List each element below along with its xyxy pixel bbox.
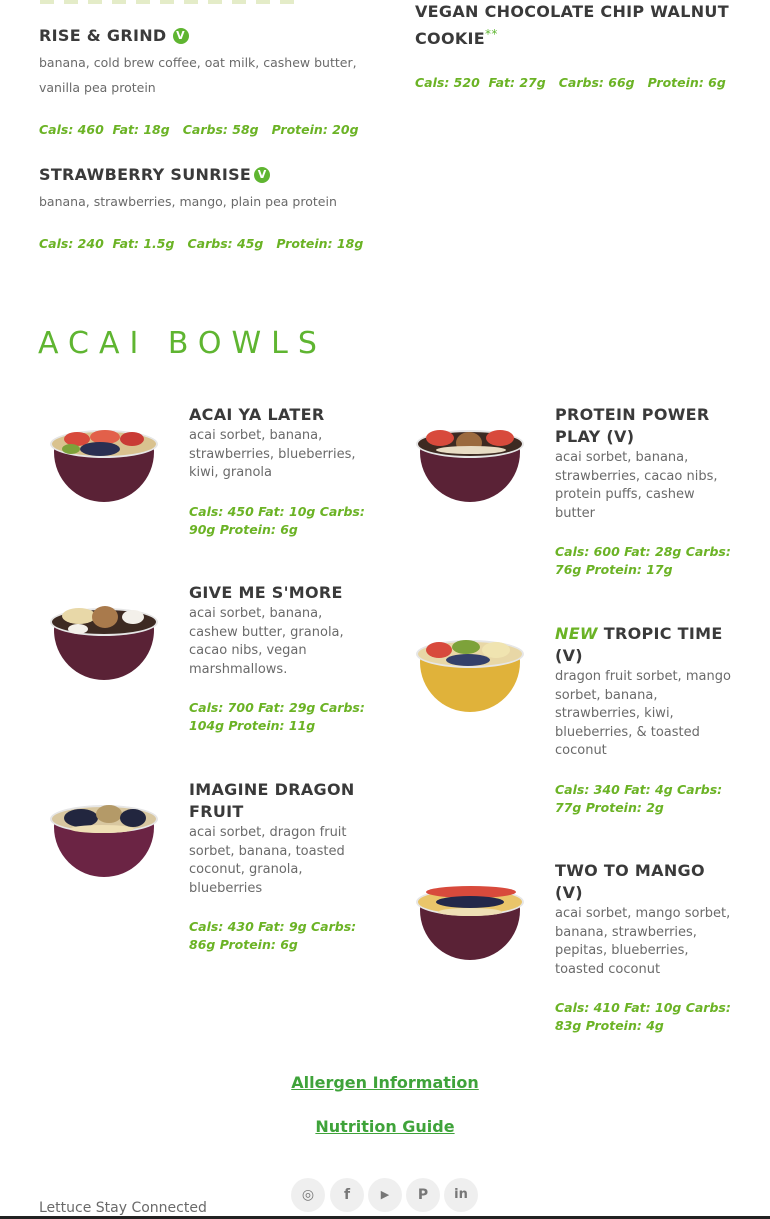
bowl-image-give-me-smore [50, 598, 158, 684]
new-badge: NEW [555, 624, 598, 643]
bowl-image-protein-power-play [416, 420, 524, 506]
linkedin-icon[interactable]: in [444, 1178, 478, 1212]
item-description: acai sorbet, banana, cashew butter, granola, cacao nibs, vegan marshmallows. [189, 606, 344, 677]
pinterest-icon[interactable]: P [406, 1178, 440, 1212]
youtube-icon[interactable]: ▶ [368, 1178, 402, 1212]
item-title: STRAWBERRY SUNRISE V [39, 164, 369, 186]
allergen-stars: ** [485, 27, 498, 41]
menu-item-rise-grind [39, 25, 369, 139]
item-title: TWO TO MANGO (V) [555, 861, 705, 902]
facebook-icon[interactable]: f [330, 1178, 364, 1212]
bowl-image-acai-ya-later [50, 420, 158, 506]
item-description: acai sorbet, banana, strawberries, cacao nibs, protein puffs, cashew butter [555, 450, 718, 521]
item-nutrition: Cals: 430 Fat: 9g Carbs: 86g Protein: 6g [189, 919, 357, 952]
item-title: RISE & GRIND V [39, 25, 369, 47]
item-description: dragon fruit sorbet, mango sorbet, banana, strawberries, kiwi, blueberries, & toasted coconut [555, 669, 731, 758]
item-description: banana, strawberries, mango, plain pea protein [39, 194, 337, 209]
item-nutrition: Cals: 600 Fat: 28g Carbs: 76g Protein: 17g [555, 544, 731, 577]
item-nutrition: Cals: 520 Fat: 27g Carbs: 66g Protein: 6g [415, 75, 726, 90]
item-description: acai sorbet, banana, strawberries, blueberries, kiwi, granola [189, 428, 356, 480]
item-nutrition: Cals: 460 Fat: 18g Carbs: 58g Protein: 20g [39, 122, 359, 137]
item-title: PROTEIN POWER PLAY (V) [555, 405, 710, 446]
item-nutrition: Cals: 700 Fat: 29g Carbs: 104g Protein: 11g [189, 700, 365, 733]
allergen-information-link[interactable]: Allergen Information [291, 1073, 479, 1092]
item-title: IMAGINE DRAGON FRUIT [189, 780, 355, 821]
item-nutrition: Cals: 240 Fat: 1.5g Carbs: 45g Protein: 18g [39, 236, 364, 251]
item-title: GIVE ME S'MORE [189, 583, 343, 602]
item-nutrition: Cals: 340 Fat: 4g Carbs: 77g Protein: 2g [555, 781, 723, 815]
item-description: acai sorbet, mango sorbet, banana, strawberries, pepitas, blueberries, toasted coconut [555, 906, 731, 977]
menu-item-vegan-cookie [415, 0, 745, 92]
nutrition-guide-link[interactable]: Nutrition Guide [315, 1117, 455, 1136]
section-title-acai-bowls: ACAI BOWLS [38, 326, 327, 361]
item-nutrition: Cals: 410 Fat: 10g Carbs: 83g Protein: 4g [555, 1000, 731, 1033]
menu-item-imagine-dragon-fruit [189, 779, 369, 954]
menu-item-acai-ya-later [189, 404, 369, 539]
bowl-image-two-to-mango [416, 878, 524, 964]
stay-connected-label: Lettuce Stay Connected [39, 1200, 207, 1216]
item-description: banana, cold brew coffee, oat milk, cashew butter, vanilla pea protein [39, 55, 357, 95]
bowl-image-imagine-dragon-fruit [50, 795, 158, 881]
item-nutrition: Cals: 450 Fat: 10g Carbs: 90g Protein: 6g [189, 503, 365, 537]
item-title: NEW TROPIC TIME (V) [555, 624, 723, 665]
instagram-icon[interactable]: ◎ [291, 1178, 325, 1212]
item-title: ACAI YA LATER [189, 405, 325, 424]
menu-item-strawberry-sunrise [39, 164, 369, 253]
menu-item-tropic-time [555, 623, 735, 817]
vegan-badge-icon: V [173, 28, 189, 44]
bowl-image-tropic-time [416, 630, 524, 716]
menu-item-give-me-smore [189, 582, 369, 735]
menu-item-protein-power-play [555, 404, 735, 579]
vegan-badge-icon: V [254, 167, 270, 183]
item-title: VEGAN CHOCOLATE CHIP WALNUT COOKIE** [415, 2, 729, 48]
menu-item-two-to-mango [555, 860, 735, 1035]
cropped-heading-remnant [40, 0, 302, 4]
item-description: acai sorbet, dragon fruit sorbet, banana, toasted coconut, granola, blueberries [189, 825, 347, 896]
